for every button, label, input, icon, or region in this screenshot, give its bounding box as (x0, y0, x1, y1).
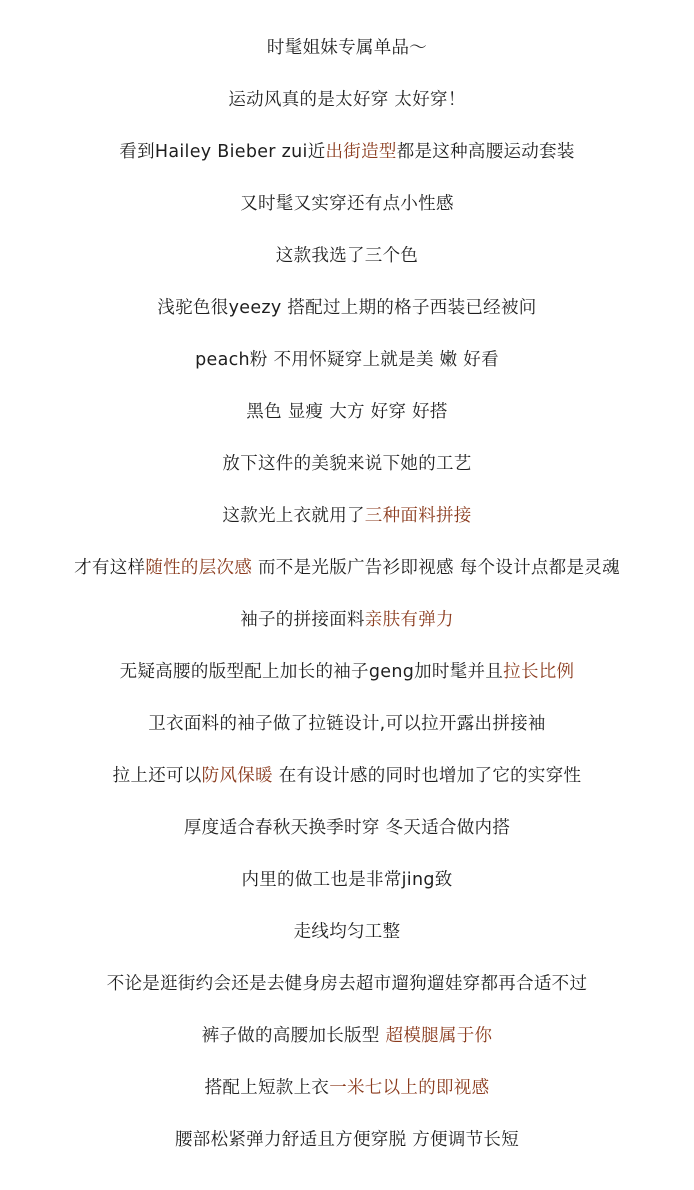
text-line (0, 1021, 694, 1073)
text-line (0, 813, 694, 865)
text-line (0, 605, 694, 657)
text-segment: 走线均匀工整 (293, 922, 401, 942)
text-segment: 都是这种高腰运动套装 (396, 142, 575, 162)
highlight-segment: 出街造型 (325, 142, 397, 162)
highlight-segment: 一米七以上的即视感 (329, 1078, 490, 1098)
text-line (0, 449, 694, 501)
text-line (0, 189, 694, 241)
text-segment: 这款光上衣就用了 (222, 506, 365, 526)
text-line (0, 85, 694, 137)
highlight-segment: 超模腿属于你 (385, 1026, 493, 1046)
text-segment: 看到Hailey Bieber zui近 (119, 142, 326, 162)
text-segment: 无疑高腰的版型配上加长的袖子geng加时髦并且 (119, 662, 504, 682)
text-line (0, 501, 694, 553)
text-line (0, 553, 694, 605)
text-line (0, 865, 694, 917)
highlight-segment: 亲肤有弹力 (364, 610, 454, 630)
text-line (0, 293, 694, 345)
text-line (0, 917, 694, 969)
text-segment: 才有这样 (74, 558, 146, 578)
text-segment: 时髦姐妹专属单品～ (266, 38, 428, 58)
text-line (0, 1073, 694, 1125)
text-line (0, 33, 694, 85)
highlight-segment: 三种面料拼接 (364, 506, 472, 526)
text-line (0, 241, 694, 293)
text-segment: 这款我选了三个色 (275, 246, 419, 266)
text-segment: 搭配上短款上衣 (204, 1078, 330, 1098)
text-segment: 拉上还可以 (112, 766, 202, 786)
text-segment: 内里的做工也是非常jing致 (241, 870, 453, 890)
highlight-segment: 防风保暖 (201, 766, 273, 786)
highlight-segment: 拉长比例 (503, 662, 575, 682)
text-line (0, 657, 694, 709)
text-segment: 卫衣面料的袖子做了拉链设计,可以拉开露出拼接袖 (148, 714, 546, 734)
text-segment: 裤子做的高腰加长版型 (201, 1026, 386, 1046)
text-segment: peach粉 不用怀疑穿上就是美 嫩 好看 (195, 350, 499, 370)
text-segment: 黑色 显瘦 大方 好穿 好搭 (246, 402, 448, 422)
text-line (0, 137, 694, 189)
text-segment: 在有设计感的同时也增加了它的实穿性 (272, 766, 582, 786)
text-line (0, 345, 694, 397)
text-segment: 又时髦又实穿还有点小性感 (240, 194, 454, 214)
text-segment: 袖子的拼接面料 (240, 610, 365, 630)
text-segment: 放下这件的美貌来说下她的工艺 (222, 454, 472, 474)
text-line (0, 709, 694, 761)
text-segment: 不论是逛街约会还是去健身房去超市遛狗遛娃穿都再合适不过 (106, 974, 588, 994)
text-line (0, 1125, 694, 1177)
text-segment: 而不是光版广告衫即视感 每个设计点都是灵魂 (252, 558, 620, 578)
text-line (0, 969, 694, 1021)
text-segment: 厚度适合春秋天换季时穿 冬天适合做内搭 (183, 818, 511, 838)
text-segment: 浅驼色很yeezy 搭配过上期的格子西装已经被问 (157, 298, 537, 318)
text-line (0, 761, 694, 813)
text-segment: 运动风真的是太好穿 太好穿！ (228, 90, 466, 110)
highlight-segment: 随性的层次感 (145, 558, 253, 578)
text-segment: 腰部松紧弹力舒适且方便穿脱 方便调节长短 (174, 1130, 520, 1150)
text-line (0, 397, 694, 449)
